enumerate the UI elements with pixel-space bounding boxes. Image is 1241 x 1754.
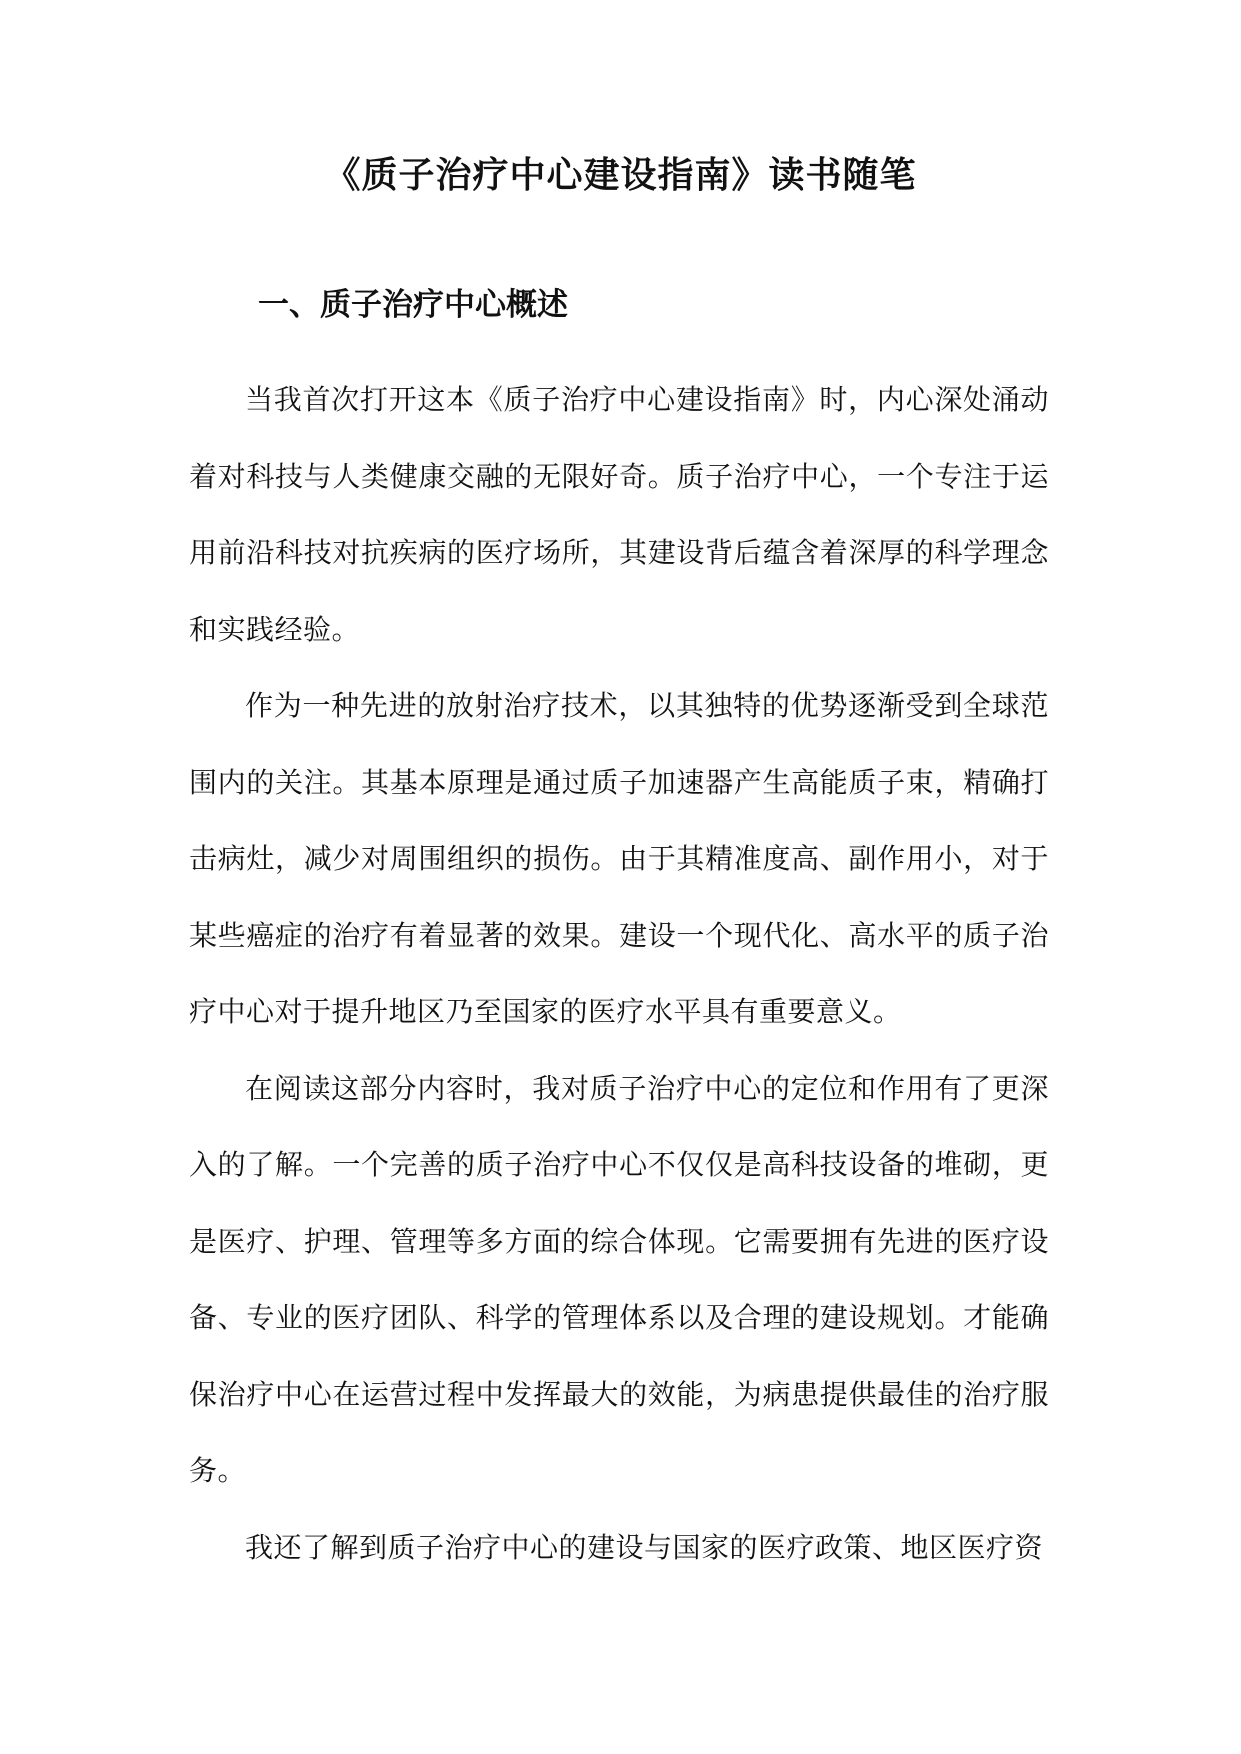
paragraph-3: 在阅读这部分内容时，我对质子治疗中心的定位和作用有了更深入的了解。一个完善的质子治疗中心不仅仅是高科技设备的堆砌，更是医疗、护理、管理等多方面的综合体现。它需要拥有先进的医疗设备、专业的医疗团队、科学的管理体系以及合理的建设规划。才能确保治疗中心在运营过程中发挥最大的效能，为病患提供最佳的治疗服务。 [189, 1071, 1049, 1487]
section-heading: 一、质子治疗中心概述 [258, 287, 568, 323]
document-title: 《质子治疗中心建设指南》读书随笔 [324, 154, 917, 196]
paragraph-4: 我还了解到质子治疗中心的建设与国家的医疗政策、地区医疗资 [245, 1530, 1044, 1564]
paragraph-1: 当我首次打开这本《质子治疗中心建设指南》时，内心深处涌动着对科技与人类健康交融的无限好奇。质子治疗中心，一个专注于运用前沿科技对抗疾病的医疗场所，其建设背后蕴含着深厚的科学理念和实践经验。 [189, 383, 1049, 646]
paragraph-2: 作为一种先进的放射治疗技术，以其独特的优势逐渐受到全球范围内的关注。其基本原理是通过质子加速器产生高能质子束，精确打击病灶，减少对周围组织的损伤。由于其精准度高、副作用小，对于某些癌症的治疗有着显著的效果。建设一个现代化、高水平的质子治疗中心对于提升地区乃至国家的医疗水平具有重要意义。 [189, 689, 1049, 1028]
section-body [189, 362, 1049, 1586]
